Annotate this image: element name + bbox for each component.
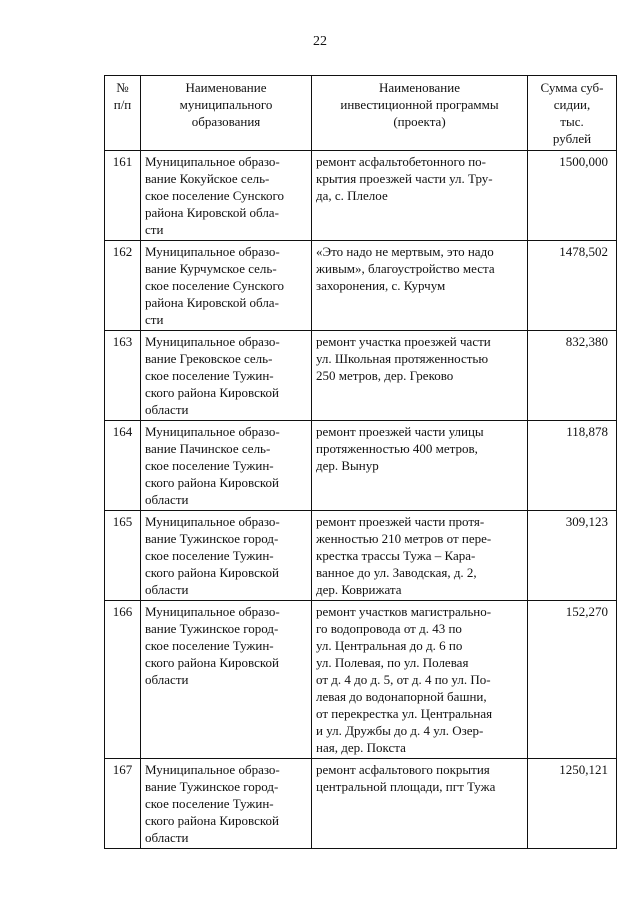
row-municipality: Муниципальное образо- вание Грековское сель- ское поселение Тужин- ского района Кировской области [141,331,312,421]
row-num: 165 [105,511,141,601]
table-row [105,601,617,759]
row-num: 166 [105,601,141,759]
header-sum: Сумма суб- сидии, тыс. рублей [528,76,617,151]
row-municipality: Муниципальное образо- вание Курчумское сель- ское поселение Сунского района Кировской обла- сти [141,241,312,331]
table-row [105,331,617,421]
row-num: 167 [105,759,141,849]
row-municipality: Муниципальное образо- вание Пачинское сель- ское поселение Тужин- ского района Кировской области [141,421,312,511]
row-num: 162 [105,241,141,331]
table-row [105,511,617,601]
row-sum: 1250,121 [528,759,617,849]
row-project: «Это надо не мертвым, это надо живым», благоустройство места захоронения, с. Курчум [312,241,528,331]
row-sum: 118,878 [528,421,617,511]
header-project: Наименование инвестиционной программы (проекта) [312,76,528,151]
row-num: 164 [105,421,141,511]
row-sum: 1500,000 [528,151,617,241]
row-municipality: Муниципальное образо- вание Тужинское город- ское поселение Тужин- ского района Кировской области [141,759,312,849]
table-header-row [105,76,617,151]
table-row [105,759,617,849]
header-municipality: Наименование муниципального образования [141,76,312,151]
row-municipality: Муниципальное образо- вание Тужинское город- ское поселение Тужин- ского района Кировской области [141,601,312,759]
row-sum: 1478,502 [528,241,617,331]
row-project: ремонт асфальтобетонного по- крытия проезжей части ул. Тру- да, с. Плелое [312,151,528,241]
page-number: 22 [313,34,327,49]
row-sum: 152,270 [528,601,617,759]
row-municipality: Муниципальное образо- вание Тужинское город- ское поселение Тужин- ского района Кировской области [141,511,312,601]
row-project: ремонт проезжей части протя- женностью 210 метров от пере- крестка трассы Тужа – Кара- ванное до ул. Заводская, д. 2, дер. Коврижата [312,511,528,601]
subsidy-table [104,75,617,849]
row-sum: 309,123 [528,511,617,601]
row-project: ремонт участков магистрально- го водопровода от д. 43 по ул. Центральная до д. 6 по ул. Полевая, по ул. Полевая от д. 4 до д. 5, от д. 4 по ул. По- левая до водонапорной башни, от перекрестка ул. Центральная и ул. Дружбы до д. 4 ул. Озер- ная, дер. Покста [312,601,528,759]
row-num: 161 [105,151,141,241]
row-num: 163 [105,331,141,421]
row-project: ремонт участка проезжей части ул. Школьная протяженностью 250 метров, дер. Греково [312,331,528,421]
table-row [105,421,617,511]
row-municipality: Муниципальное образо- вание Кокуйское сель- ское поселение Сунского района Кировской обла- сти [141,151,312,241]
table-row [105,151,617,241]
row-project: ремонт асфальтового покрытия центральной площади, пгт Тужа [312,759,528,849]
table-row [105,241,617,331]
header-num: № п/п [105,76,141,151]
row-sum: 832,380 [528,331,617,421]
row-project: ремонт проезжей части улицы протяженностью 400 метров, дер. Вынур [312,421,528,511]
